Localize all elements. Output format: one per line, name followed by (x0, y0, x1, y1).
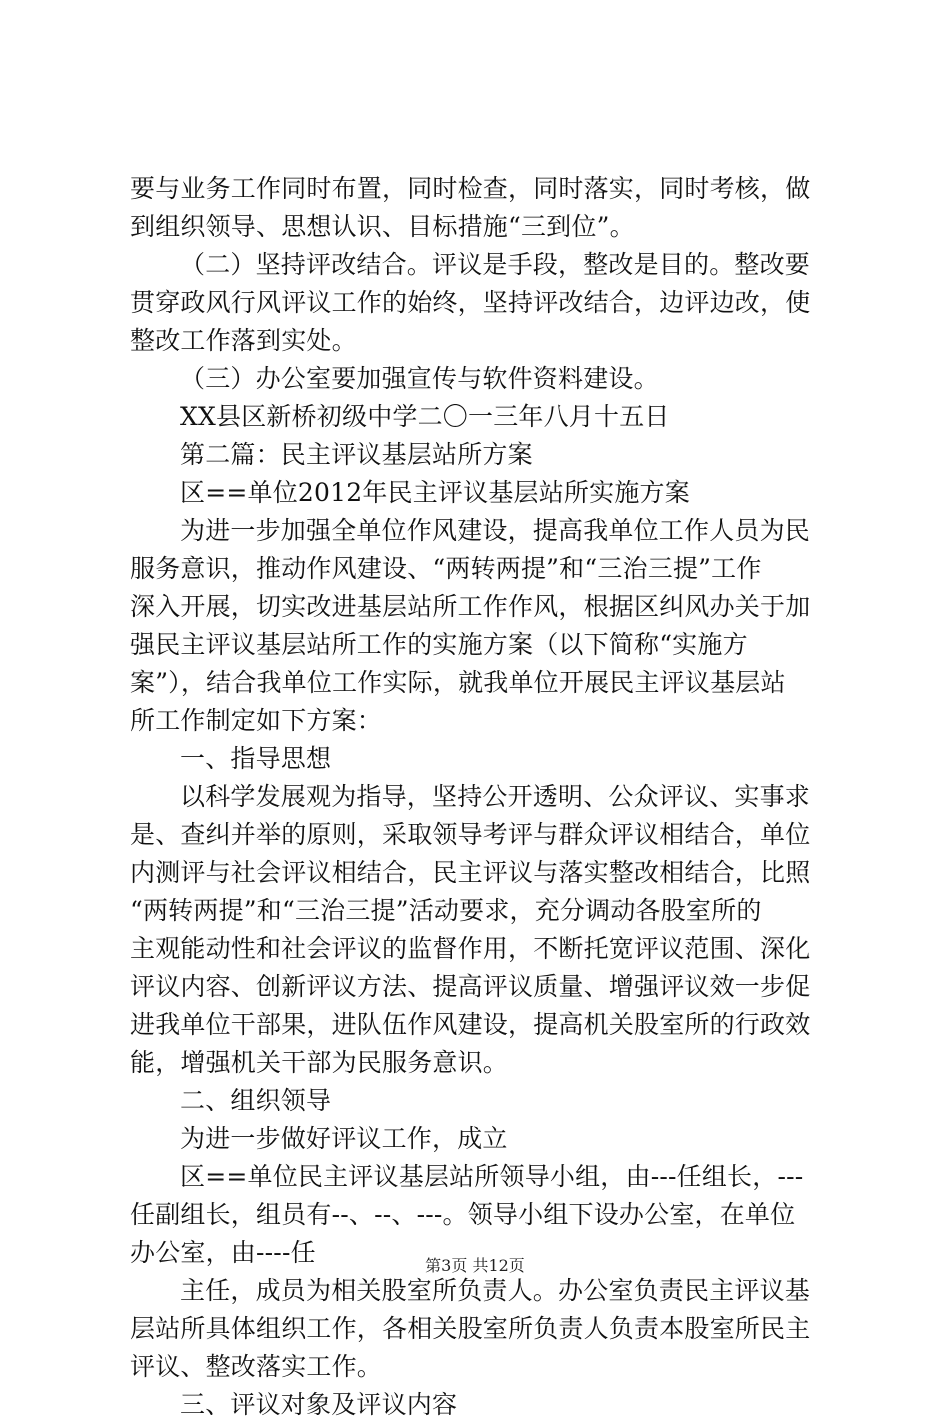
text-line: 整改工作落到实处。 (130, 326, 357, 355)
text-line: 区==单位民主评议基层站所领导小组，由---任组长，--- (180, 1162, 804, 1191)
document-body (130, 170, 830, 1424)
text-line: 到组织领导、思想认识、目标措施“三到位”。 (130, 212, 635, 241)
section-heading: 第二篇：民主评议基层站所方案 (180, 440, 533, 469)
page-number-footer: 第3页 共12页 (425, 1256, 525, 1275)
text-line: 主任，成员为相关股室所负责人。办公室负责民主评议基 (180, 1276, 811, 1305)
document-title: 区==单位2012年民主评议基层站所实施方案 (180, 478, 690, 507)
text-line: 所工作制定如下方案： (130, 706, 383, 735)
text-line: 内测评与社会评议相结合，民主评议与落实整改相结合，比照 (130, 858, 811, 887)
text-line: 能，增强机关干部为民服务意识。 (130, 1048, 509, 1077)
text-line: 案”），结合我单位工作实际，就我单位开展民主评议基层站 (130, 668, 786, 697)
text-line: 评议内容、创新评议方法、提高评议质量、增强评议效一步促 (130, 972, 811, 1001)
text-line: 强民主评议基层站所工作的实施方案（以下简称“实施方 (130, 630, 748, 659)
text-line: 为进一步做好评议工作，成立 (180, 1124, 508, 1153)
section-heading: 一、指导思想 (180, 744, 332, 773)
text-line: 服务意识，推动作风建设、“两转两提”和“三治三提”工作 (130, 554, 762, 583)
text-line: 要与业务工作同时布置，同时检查，同时落实，同时考核，做 (130, 174, 811, 203)
text-line: XX县区新桥初级中学二〇一三年八月十五日 (180, 402, 670, 431)
text-line: 深入开展，切实改进基层站所工作作风，根据区纠风办关于加 (130, 592, 811, 621)
text-line: 层站所具体组织工作，各相关股室所负责人负责本股室所民主 (130, 1314, 811, 1343)
text-line: “两转两提”和“三治三提”活动要求，充分调动各股室所的 (130, 896, 762, 925)
text-line: 以科学发展观为指导，坚持公开透明、公众评议、实事求 (180, 782, 811, 811)
section-heading: 三、评议对象及评议内容 (180, 1390, 458, 1419)
text-line: （三）办公室要加强宣传与软件资料建设。 (180, 364, 659, 393)
text-line: 贯穿政风行风评议工作的始终，坚持评改结合，边评边改，使 (130, 288, 811, 317)
text-line: 为进一步加强全单位作风建设，提高我单位工作人员为民 (180, 516, 811, 545)
section-heading: 二、组织领导 (180, 1086, 332, 1115)
text-line: 主观能动性和社会评议的监督作用，不断托宽评议范围、深化 (130, 934, 811, 963)
text-line: 是、查纠并举的原则，采取领导考评与群众评议相结合，单位 (130, 820, 811, 849)
text-line: 评议、整改落实工作。 (130, 1352, 383, 1381)
text-line: 任副组长，组员有--、--、---。领导小组下设办公室，在单位 (130, 1200, 796, 1229)
text-line: （二）坚持评改结合。评议是手段，整改是目的。整改要 (180, 250, 811, 279)
text-line: 办公室，由----任 (130, 1238, 316, 1267)
text-line: 进我单位干部果，进队伍作风建设，提高机关股室所的行政效 (130, 1010, 811, 1039)
